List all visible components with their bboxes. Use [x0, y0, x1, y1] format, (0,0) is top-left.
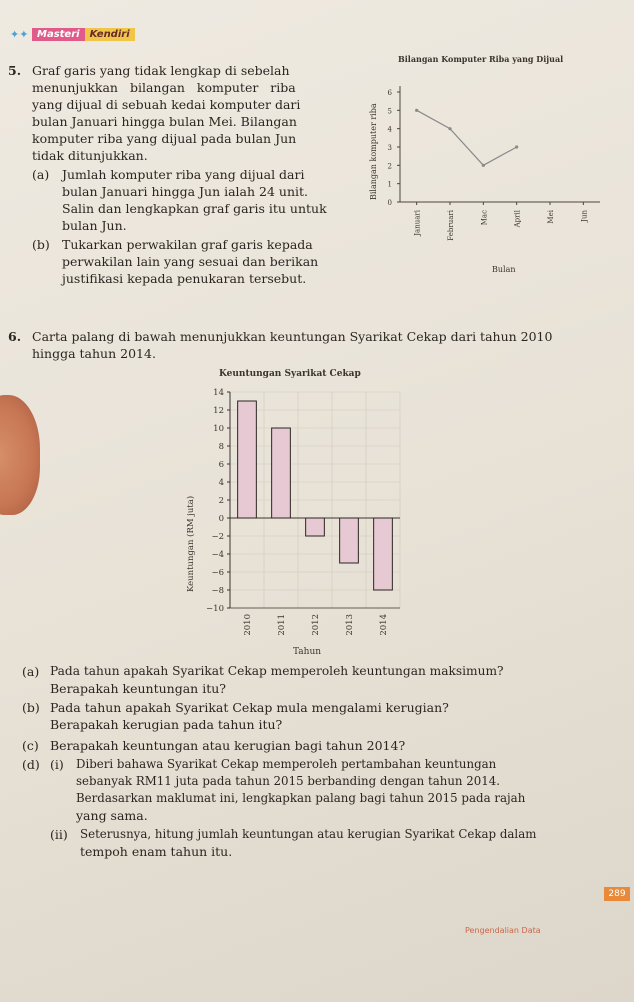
line-chart-ytick-label: 5	[387, 107, 392, 116]
q5-line-1: Graf garis yang tidak lengkap di sebelah	[32, 63, 290, 78]
bar-2013	[340, 518, 359, 563]
bar-chart-ytick-label: 14	[213, 388, 224, 398]
bar-chart-keuntungan	[175, 362, 415, 662]
line-chart-ytick-label: 4	[387, 125, 392, 134]
bar-chart-xtick-label: 2014	[379, 614, 389, 636]
bar-2014	[374, 518, 393, 590]
line-chart-xticks	[414, 202, 589, 241]
q5a-line-1: Jumlah komputer riba yang dijual dari	[62, 167, 305, 182]
page-number: 289	[604, 887, 630, 901]
q6d-i-label: (i)	[50, 757, 64, 772]
line-chart-series	[415, 109, 518, 167]
bar-chart-ytick-label: 10	[213, 424, 224, 434]
bar-chart-ytick-label: 2	[218, 496, 224, 506]
q6c-line-1: Berapakah keuntungan atau kerugian bagi tahun 2014?	[50, 738, 406, 753]
bar-chart-ytick-label: 8	[218, 442, 224, 452]
q6a-line-1: Pada tahun apakah Syarikat Cekap memperoleh keuntungan maksimum?	[50, 664, 504, 678]
line-chart-axes	[400, 86, 600, 202]
bar-chart-ytick-label: −6	[211, 568, 224, 578]
q6d-ii-label: (ii)	[50, 827, 68, 842]
line-chart-ytick-label: 3	[387, 144, 392, 152]
decorative-stars-icon: ✦✦	[10, 28, 29, 41]
bar-chart-xlabel: Tahun	[293, 647, 322, 657]
q6d-line-2: sebanyak RM11 juta pada tahun 2015 berbanding dengan tahun 2014.	[76, 774, 501, 788]
masteri-kendiri-badge	[32, 26, 135, 42]
footer-section: Pengendalian Data	[465, 926, 541, 935]
bar-chart-ytick-label: −4	[211, 550, 224, 560]
q5a-line-4: bulan Jun.	[62, 218, 127, 233]
q6d-line-1: Diberi bahawa Syarikat Cekap memperoleh pertambahan keuntungan	[76, 757, 497, 771]
finger-photo	[0, 395, 40, 515]
q5-line-6: tidak ditunjukkan.	[32, 148, 148, 163]
bar-chart-ytick-label: −10	[206, 604, 224, 614]
badge-kendiri: Kendiri	[85, 28, 135, 41]
line-chart-xtick-label: Januari	[413, 210, 422, 236]
line-chart-ylabel: Bilangan komputer riba	[369, 103, 378, 200]
q5b-line-1: Tukarkan perwakilan graf garis kepada	[62, 237, 313, 252]
q5-line-4: bulan Januari hingga bulan Mei. Bilangan	[32, 114, 297, 129]
q6a-label: (a)	[22, 664, 40, 679]
q6d-line-3: Berdasarkan maklumat ini, lengkapkan palang bagi tahun 2015 pada rajah	[76, 791, 526, 805]
bar-chart-xtick-label: 2011	[277, 614, 287, 636]
q5a-line-2: bulan Januari hingga Jun ialah 24 unit.	[62, 184, 309, 199]
bar-2010	[238, 401, 257, 518]
line-chart-title: Bilangan Komputer Riba yang Dijual	[398, 54, 564, 64]
q6-intro-1: Carta palang di bawah menunjukkan keuntungan Syarikat Cekap dari tahun 2010	[32, 329, 553, 344]
q6b-line-2: Berapakah kerugian pada tahun itu?	[50, 717, 283, 732]
line-chart-yticks	[388, 89, 400, 207]
line-chart-xtick-label: Februari	[447, 210, 455, 241]
bar-chart-ytick-label: −8	[211, 586, 224, 596]
q6d-label: (d)	[22, 757, 40, 772]
q6-number: 6.	[8, 329, 22, 344]
q6c-label: (c)	[22, 738, 39, 753]
bar-chart-ylabel: Keuntungan (RM juta)	[186, 495, 196, 592]
bar-chart-ytick-label: 0	[218, 514, 224, 524]
q5b-label: (b)	[32, 237, 50, 252]
line-chart-xlabel: Bulan	[492, 265, 516, 274]
line-chart-point	[482, 164, 485, 167]
line-chart-xtick-label: April	[513, 210, 522, 228]
q5-line-2: menunjukkan bilangan komputer riba	[32, 80, 296, 95]
line-chart-ytick-label: 2	[387, 162, 392, 171]
bar-chart-ytick-label: −2	[211, 532, 224, 542]
bar-2011	[272, 428, 291, 518]
q6-intro-2: hingga tahun 2014.	[32, 346, 156, 361]
line-chart-xtick-label: Mei	[547, 210, 555, 224]
bar-chart-xticks	[243, 614, 389, 636]
q5-line-3: yang dijual di sebuah kedai komputer dari	[32, 97, 301, 112]
line-chart-xtick-label: Jun	[580, 210, 589, 222]
q6a-line-2: Berapakah keuntungan itu?	[50, 681, 226, 696]
q6b-label: (b)	[22, 700, 40, 715]
badge-masteri: Masteri	[32, 28, 85, 41]
q5a-line-3: Salin dan lengkapkan graf garis itu untuk	[62, 201, 327, 216]
bar-chart-yticks	[206, 388, 230, 614]
q6d-line-4: yang sama.	[76, 808, 148, 823]
line-chart-point	[415, 109, 418, 112]
line-chart-point	[448, 127, 451, 130]
q5-line-5: komputer riba yang dijual pada bulan Jun	[32, 131, 297, 146]
line-chart-ytick-label: 6	[387, 89, 392, 97]
bar-chart-ytick-label: 6	[218, 460, 224, 470]
q6d-line-6: tempoh enam tahun itu.	[80, 844, 233, 859]
bar-2012	[306, 518, 325, 536]
line-chart-komputer-riba	[360, 50, 620, 280]
q5b-line-2: perwakilan lain yang sesuai dan berikan	[62, 254, 319, 269]
bar-chart-xtick-label: 2012	[311, 614, 321, 636]
line-chart-point	[515, 145, 518, 148]
line-chart-series-line	[417, 110, 517, 165]
q6d-line-5: Seterusnya, hitung jumlah keuntungan atau kerugian Syarikat Cekap dalam	[80, 827, 537, 841]
q5b-line-3: justifikasi kepada penukaran tersebut.	[62, 271, 307, 286]
line-chart-ytick-label: 1	[387, 180, 392, 189]
bar-chart-bars	[238, 401, 393, 590]
line-chart-xtick-label: Mac	[480, 210, 489, 226]
bar-chart-xtick-label: 2010	[243, 614, 253, 636]
bar-chart-ytick-label: 4	[218, 478, 224, 488]
q5a-label: (a)	[32, 167, 50, 182]
q5-number: 5.	[8, 63, 22, 78]
q6b-line-1: Pada tahun apakah Syarikat Cekap mula mengalami kerugian?	[50, 700, 449, 715]
bar-chart-xtick-label: 2013	[345, 614, 355, 636]
bar-chart-title: Keuntungan Syarikat Cekap	[219, 369, 361, 379]
line-chart-ytick-label: 0	[387, 199, 392, 207]
bar-chart-ytick-label: 12	[213, 406, 224, 416]
